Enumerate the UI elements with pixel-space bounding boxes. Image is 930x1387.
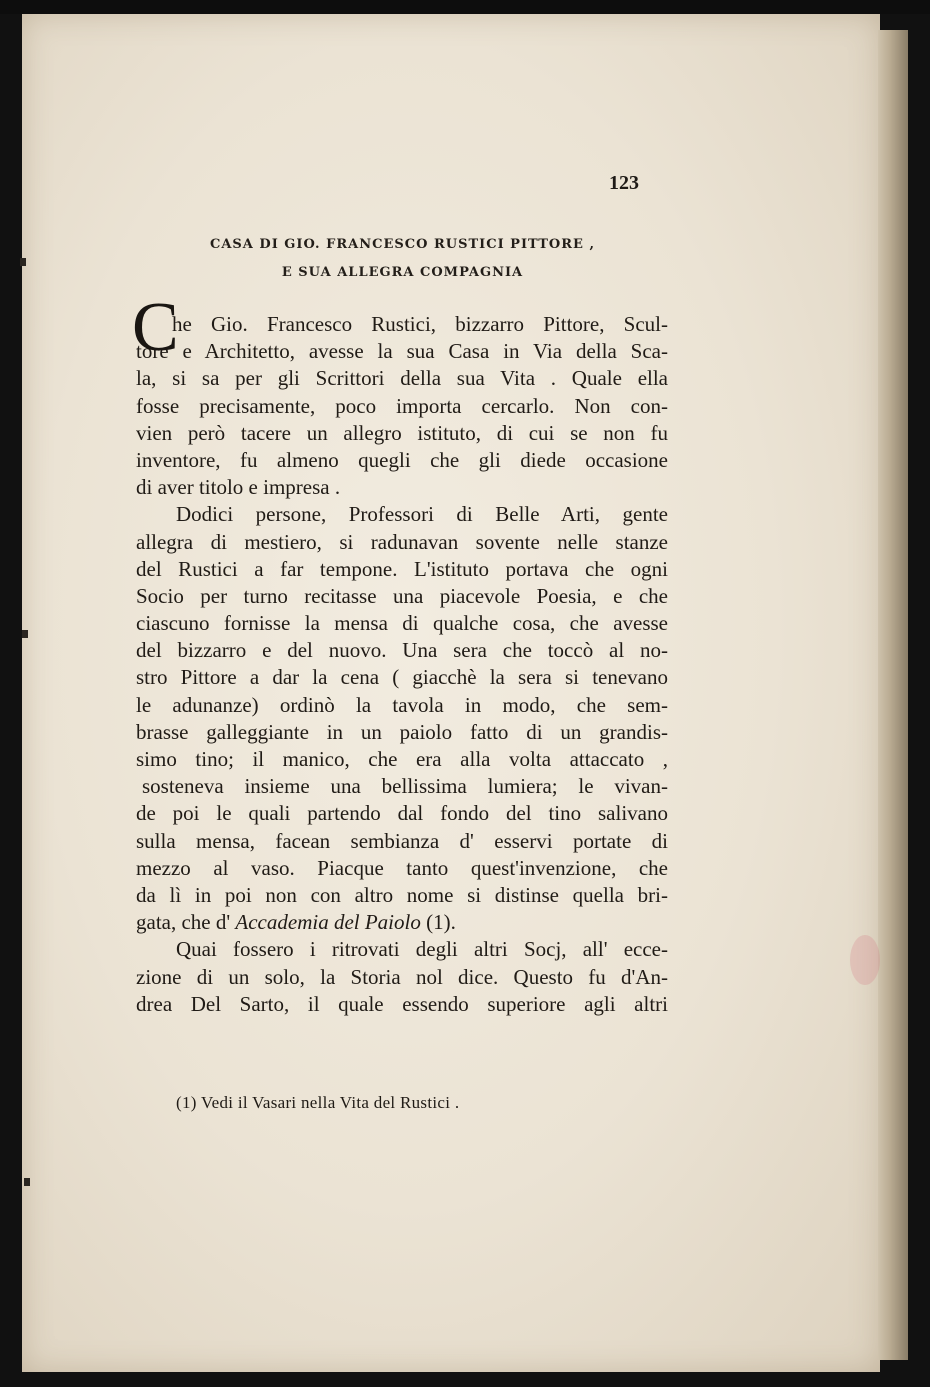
binding-mark	[22, 630, 28, 638]
binding-mark	[20, 258, 26, 266]
chapter-title-line-2: E SUA ALLEGRA COMPAGNIA	[281, 265, 524, 280]
text-line: de poi le quali partendo dal fondo del tino salivano	[136, 801, 668, 826]
body-text	[132, 289, 668, 1018]
text-line: allegra di mestiero, si radunavan sovente nelle stanze	[136, 529, 668, 554]
chapter-title-line-1: CASA DI GIO. FRANCESCO RUSTICI PITTORE ,	[209, 237, 596, 252]
italic-title: Accademia del Paiolo	[235, 910, 421, 935]
text-line: sulla mensa, facean sembianza d' esservi portate di	[136, 828, 668, 853]
text-line-with-italic: gata, che d' Accademia del Paiolo (1).	[136, 910, 456, 935]
text-line: vien però tacere un allegro istituto, di cui se non fu	[136, 420, 668, 445]
text-line: sosteneva insieme una bellissima lumiera; le vivan-	[142, 774, 668, 799]
text-line: Dodici persone, Professori di Belle Arti, gente	[176, 502, 668, 527]
text-line: la, si sa per gli Scrittori della sua Vita . Quale ella	[136, 366, 668, 391]
scan-top-border	[0, 0, 930, 14]
text-line: di aver titolo e impresa .	[136, 475, 341, 500]
text-line: da lì in poi non con altro nome si distinse quella bri-	[136, 882, 668, 907]
text-line: brasse galleggiante in un paiolo fatto di un grandis-	[136, 719, 668, 744]
text-line: del Rustici a far tempone. L'istituto portava che ogni	[136, 556, 668, 581]
binding-mark	[24, 1178, 30, 1186]
text-line: Socio per turno recitasse una piacevole Poesia, e che	[136, 583, 668, 608]
page-number: 123	[609, 172, 639, 194]
drop-cap: C	[132, 289, 179, 366]
footnote: (1) Vedi il Vasari nella Vita del Rustici .	[176, 1093, 460, 1112]
page-edge-shadow	[878, 30, 908, 1360]
text-line: zione di un solo, la Storia nol dice. Questo fu d'An-	[136, 964, 668, 989]
text-line: le adunanze) ordinò la tavola in modo, che sem-	[136, 692, 668, 717]
text-line: inventore, fu almeno quegli che gli diede occasione	[136, 447, 668, 472]
text-line: stro Pittore a dar la cena ( giacchè la sera si tenevano	[136, 665, 668, 690]
text-line: simo tino; il manico, che era alla volta attaccato ,	[136, 747, 668, 771]
text-line: Quai fossero i ritrovati degli altri Socj, all' ecce-	[176, 937, 668, 962]
red-stain	[850, 935, 880, 985]
text-line: C he Gio. Francesco Rustici, bizzarro Pittore, Scul-	[132, 289, 668, 366]
text-line: del bizzarro e del nuovo. Una sera che toccò al no-	[136, 638, 668, 663]
text-line: mezzo al vaso. Piacque tanto quest'invenzione, che	[136, 855, 668, 880]
text-line: drea Del Sarto, il quale essendo superiore agli altri	[136, 991, 668, 1016]
text-line: tore e Architetto, avesse la sua Casa in Via della Sca-	[136, 339, 668, 364]
text-line: ciascuno fornisse la mensa di qualche cosa, che avesse	[136, 611, 668, 636]
text-line: fosse precisamente, poco importa cercarlo. Non con-	[136, 393, 668, 418]
